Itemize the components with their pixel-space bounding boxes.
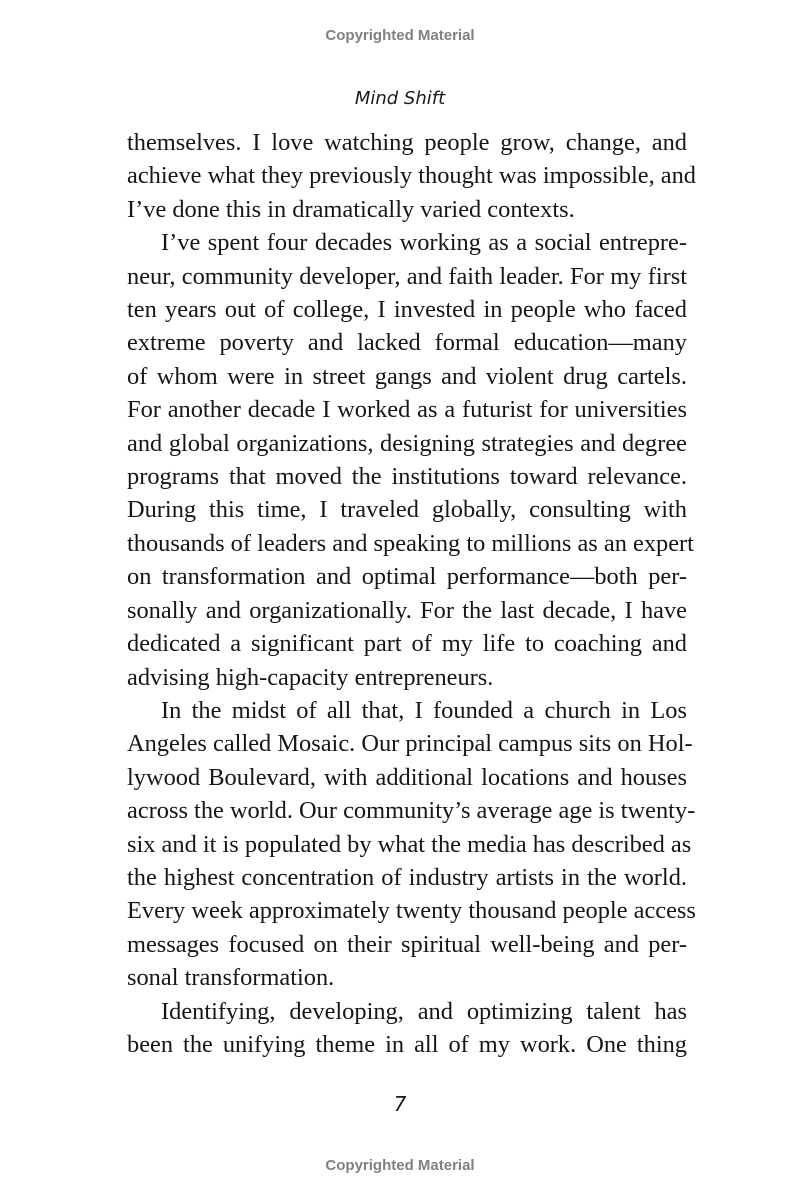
text-line: lywood Boulevard, with additional locations and houses <box>127 763 687 791</box>
text-line: Every week approximately twenty thousand people access <box>127 897 696 925</box>
text-line: messages focused on their spiritual well-being and per- <box>127 930 687 958</box>
text-line: I’ve done this in dramatically varied contexts. <box>127 195 575 223</box>
paragraph-1 <box>127 126 696 226</box>
text-line: Angeles called Mosaic. Our principal campus sits on Hol- <box>127 730 693 758</box>
text-line: achieve what they previously thought was impossible, and <box>127 162 696 190</box>
text-line: on transformation and optimal performance—both per- <box>127 563 687 591</box>
text-line: advising high-capacity entrepreneurs. <box>127 663 494 691</box>
paragraph-4 <box>127 995 687 1062</box>
text-line: sonally and organizationally. For the last decade, I have <box>127 596 687 624</box>
page-number: 7 <box>393 1092 407 1116</box>
copyright-watermark-bottom: Copyrighted Material <box>325 1157 475 1174</box>
text-line: ten years out of college, I invested in people who faced <box>127 296 687 324</box>
text-line: Identifying, developing, and optimizing talent has <box>161 997 687 1025</box>
text-line: neur, community developer, and faith leader. For my first <box>127 262 687 290</box>
text-line: and global organizations, designing strategies and degree <box>127 429 687 457</box>
running-head: Mind Shift <box>354 88 446 109</box>
paragraph-2 <box>127 226 694 694</box>
text-line: dedicated a significant part of my life to coaching and <box>127 630 687 658</box>
paragraph-3 <box>127 694 696 995</box>
text-line: For another decade I worked as a futurist for universities <box>127 396 687 424</box>
text-line: the highest concentration of industry artists in the world. <box>127 863 687 891</box>
text-line: of whom were in street gangs and violent drug cartels. <box>127 362 687 390</box>
text-line: I’ve spent four decades working as a social entrepre- <box>161 229 687 257</box>
body-text <box>127 126 696 1061</box>
copyright-watermark-top: Copyrighted Material <box>325 27 475 44</box>
text-line: six and it is populated by what the media has described as <box>127 830 692 858</box>
text-line: During this time, I traveled globally, consulting with <box>127 496 687 524</box>
text-line: themselves. I love watching people grow, change, and <box>127 129 687 156</box>
text-line: In the midst of all that, I founded a church in Los <box>161 696 687 724</box>
text-line: been the unifying theme in all of my work. One thing <box>127 1030 687 1058</box>
text-line: thousands of leaders and speaking to millions as an expert <box>127 529 694 557</box>
text-line: across the world. Our community’s average age is twenty- <box>127 797 696 825</box>
text-line: sonal transformation. <box>127 964 335 992</box>
text-line: programs that moved the institutions toward relevance. <box>127 463 687 491</box>
text-line: extreme poverty and lacked formal education—many <box>127 329 687 357</box>
